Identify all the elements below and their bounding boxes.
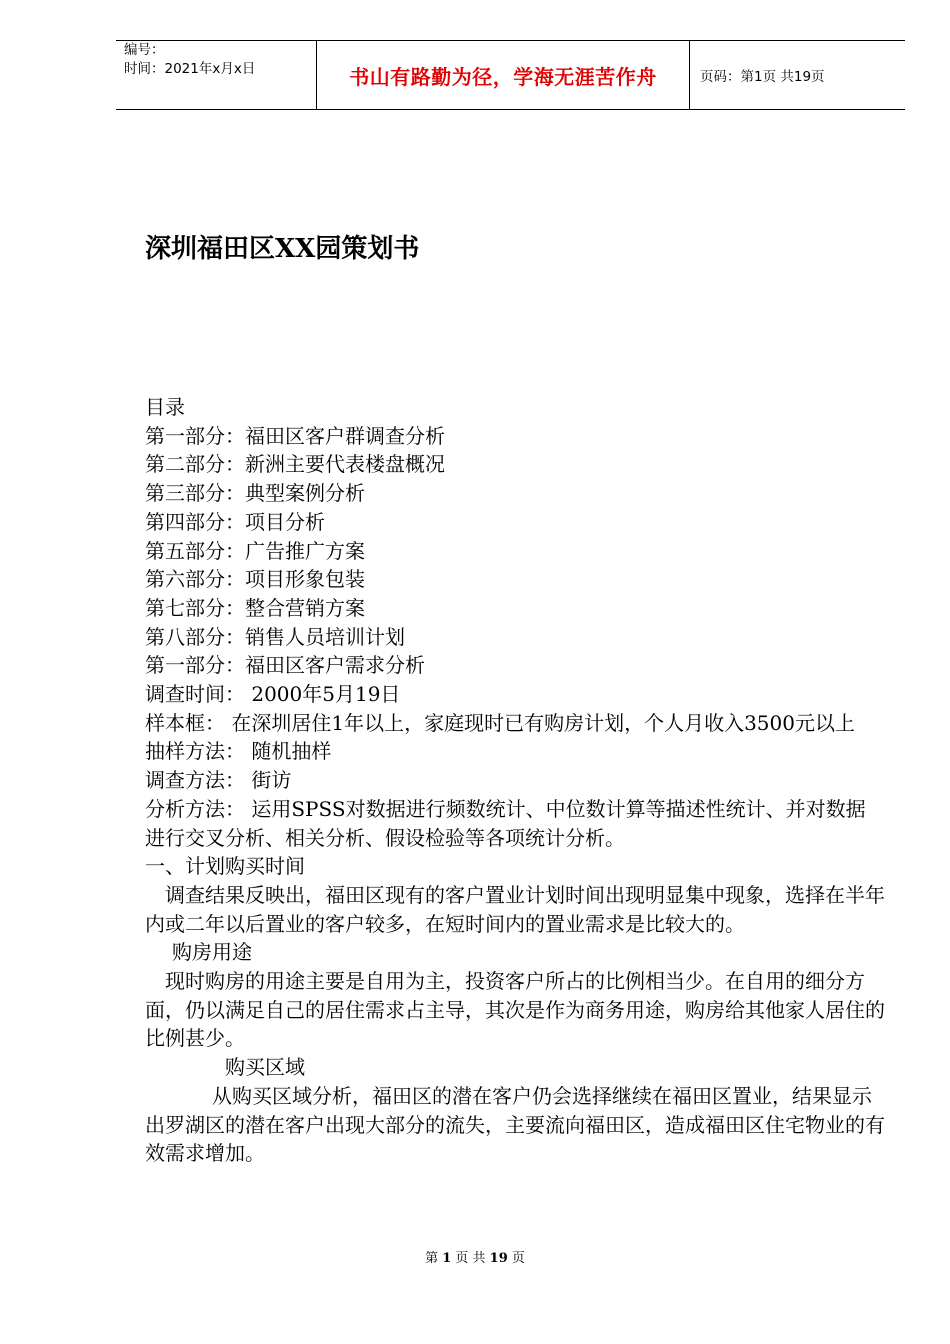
analysis-method: 分析方法： 运用SPSS对数据进行频数统计、中位数计算等描述性统计、并对数据进行交叉分析、相关分析、假设检验等各项统计分析。 bbox=[145, 796, 866, 850]
footer-middle: 页 共 bbox=[451, 1251, 490, 1266]
page-header bbox=[116, 40, 905, 110]
document-body bbox=[145, 393, 885, 1168]
footer-prefix: 第 bbox=[425, 1251, 443, 1266]
footer-total-pages: 19 bbox=[489, 1251, 508, 1266]
time-line: 时间：2021年x月x日 bbox=[124, 61, 256, 77]
header-motto-cell bbox=[316, 41, 690, 109]
header-page-info: 页码：第1页 共19页 bbox=[700, 69, 825, 85]
footer-suffix: 页 bbox=[507, 1251, 525, 1266]
section3-paragraph: 从购买区域分析，福田区的潜在客户仍会选择继续在福田区置业，结果显示出罗湖区的潜在客户出现大部分的流失，主要流向福田区，造成福田区住宅物业的有效需求增加。 bbox=[145, 1083, 885, 1166]
toc-item: 第三部分：典型案例分析 bbox=[145, 481, 365, 506]
toc-item: 第七部分：整合营销方案 bbox=[145, 595, 365, 620]
header-meta bbox=[116, 41, 316, 109]
toc-item: 第六部分：项目形象包装 bbox=[145, 567, 365, 592]
serial-label: 编号： bbox=[124, 42, 165, 58]
sampling-method: 抽样方法： 随机抽样 bbox=[145, 739, 332, 764]
toc-item: 第一部分：福田区客户群调查分析 bbox=[145, 423, 445, 448]
toc-item: 第五部分：广告推广方案 bbox=[145, 538, 365, 563]
document-title: 深圳福田区XX园策划书 bbox=[145, 234, 420, 264]
section1-heading: 一、计划购买时间 bbox=[145, 854, 305, 879]
footer-page-number: 1 bbox=[442, 1251, 452, 1266]
header-motto: 书山有路勤为径，学海无涯苦作舟 bbox=[349, 64, 657, 89]
sample-frame: 样本框： 在深圳居住1年以上，家庭现时已有购房计划，个人月收入3500元以上 bbox=[145, 710, 855, 735]
section2-heading: 购房用途 bbox=[172, 940, 252, 965]
toc-item: 第四部分：项目分析 bbox=[145, 509, 325, 534]
section2-paragraph: 现时购房的用途主要是自用为主，投资客户所占的比例相当少。在自用的细分方面，仍以满足自己的居住需求占主导，其次是作为商务用途，购房给其他家人居住的比例甚少。 bbox=[145, 969, 885, 1051]
section1-paragraph: 调查结果反映出，福田区现有的客户置业计划时间出现明显集中现象，选择在半年内或二年以后置业的客户较多，在短时间内的置业需求是比较大的。 bbox=[145, 882, 885, 936]
page-footer bbox=[0, 1247, 950, 1266]
toc-heading: 目录 bbox=[145, 395, 185, 419]
section3-heading: 购买区域 bbox=[225, 1055, 305, 1080]
survey-method: 调查方法： 街访 bbox=[145, 768, 292, 793]
toc-item: 第八部分：销售人员培训计划 bbox=[145, 624, 405, 649]
part1-heading: 第一部分：福田区客户需求分析 bbox=[145, 653, 425, 678]
survey-time: 调查时间： 2000年5月19日 bbox=[145, 682, 401, 707]
toc-item: 第二部分：新洲主要代表楼盘概况 bbox=[145, 452, 445, 477]
